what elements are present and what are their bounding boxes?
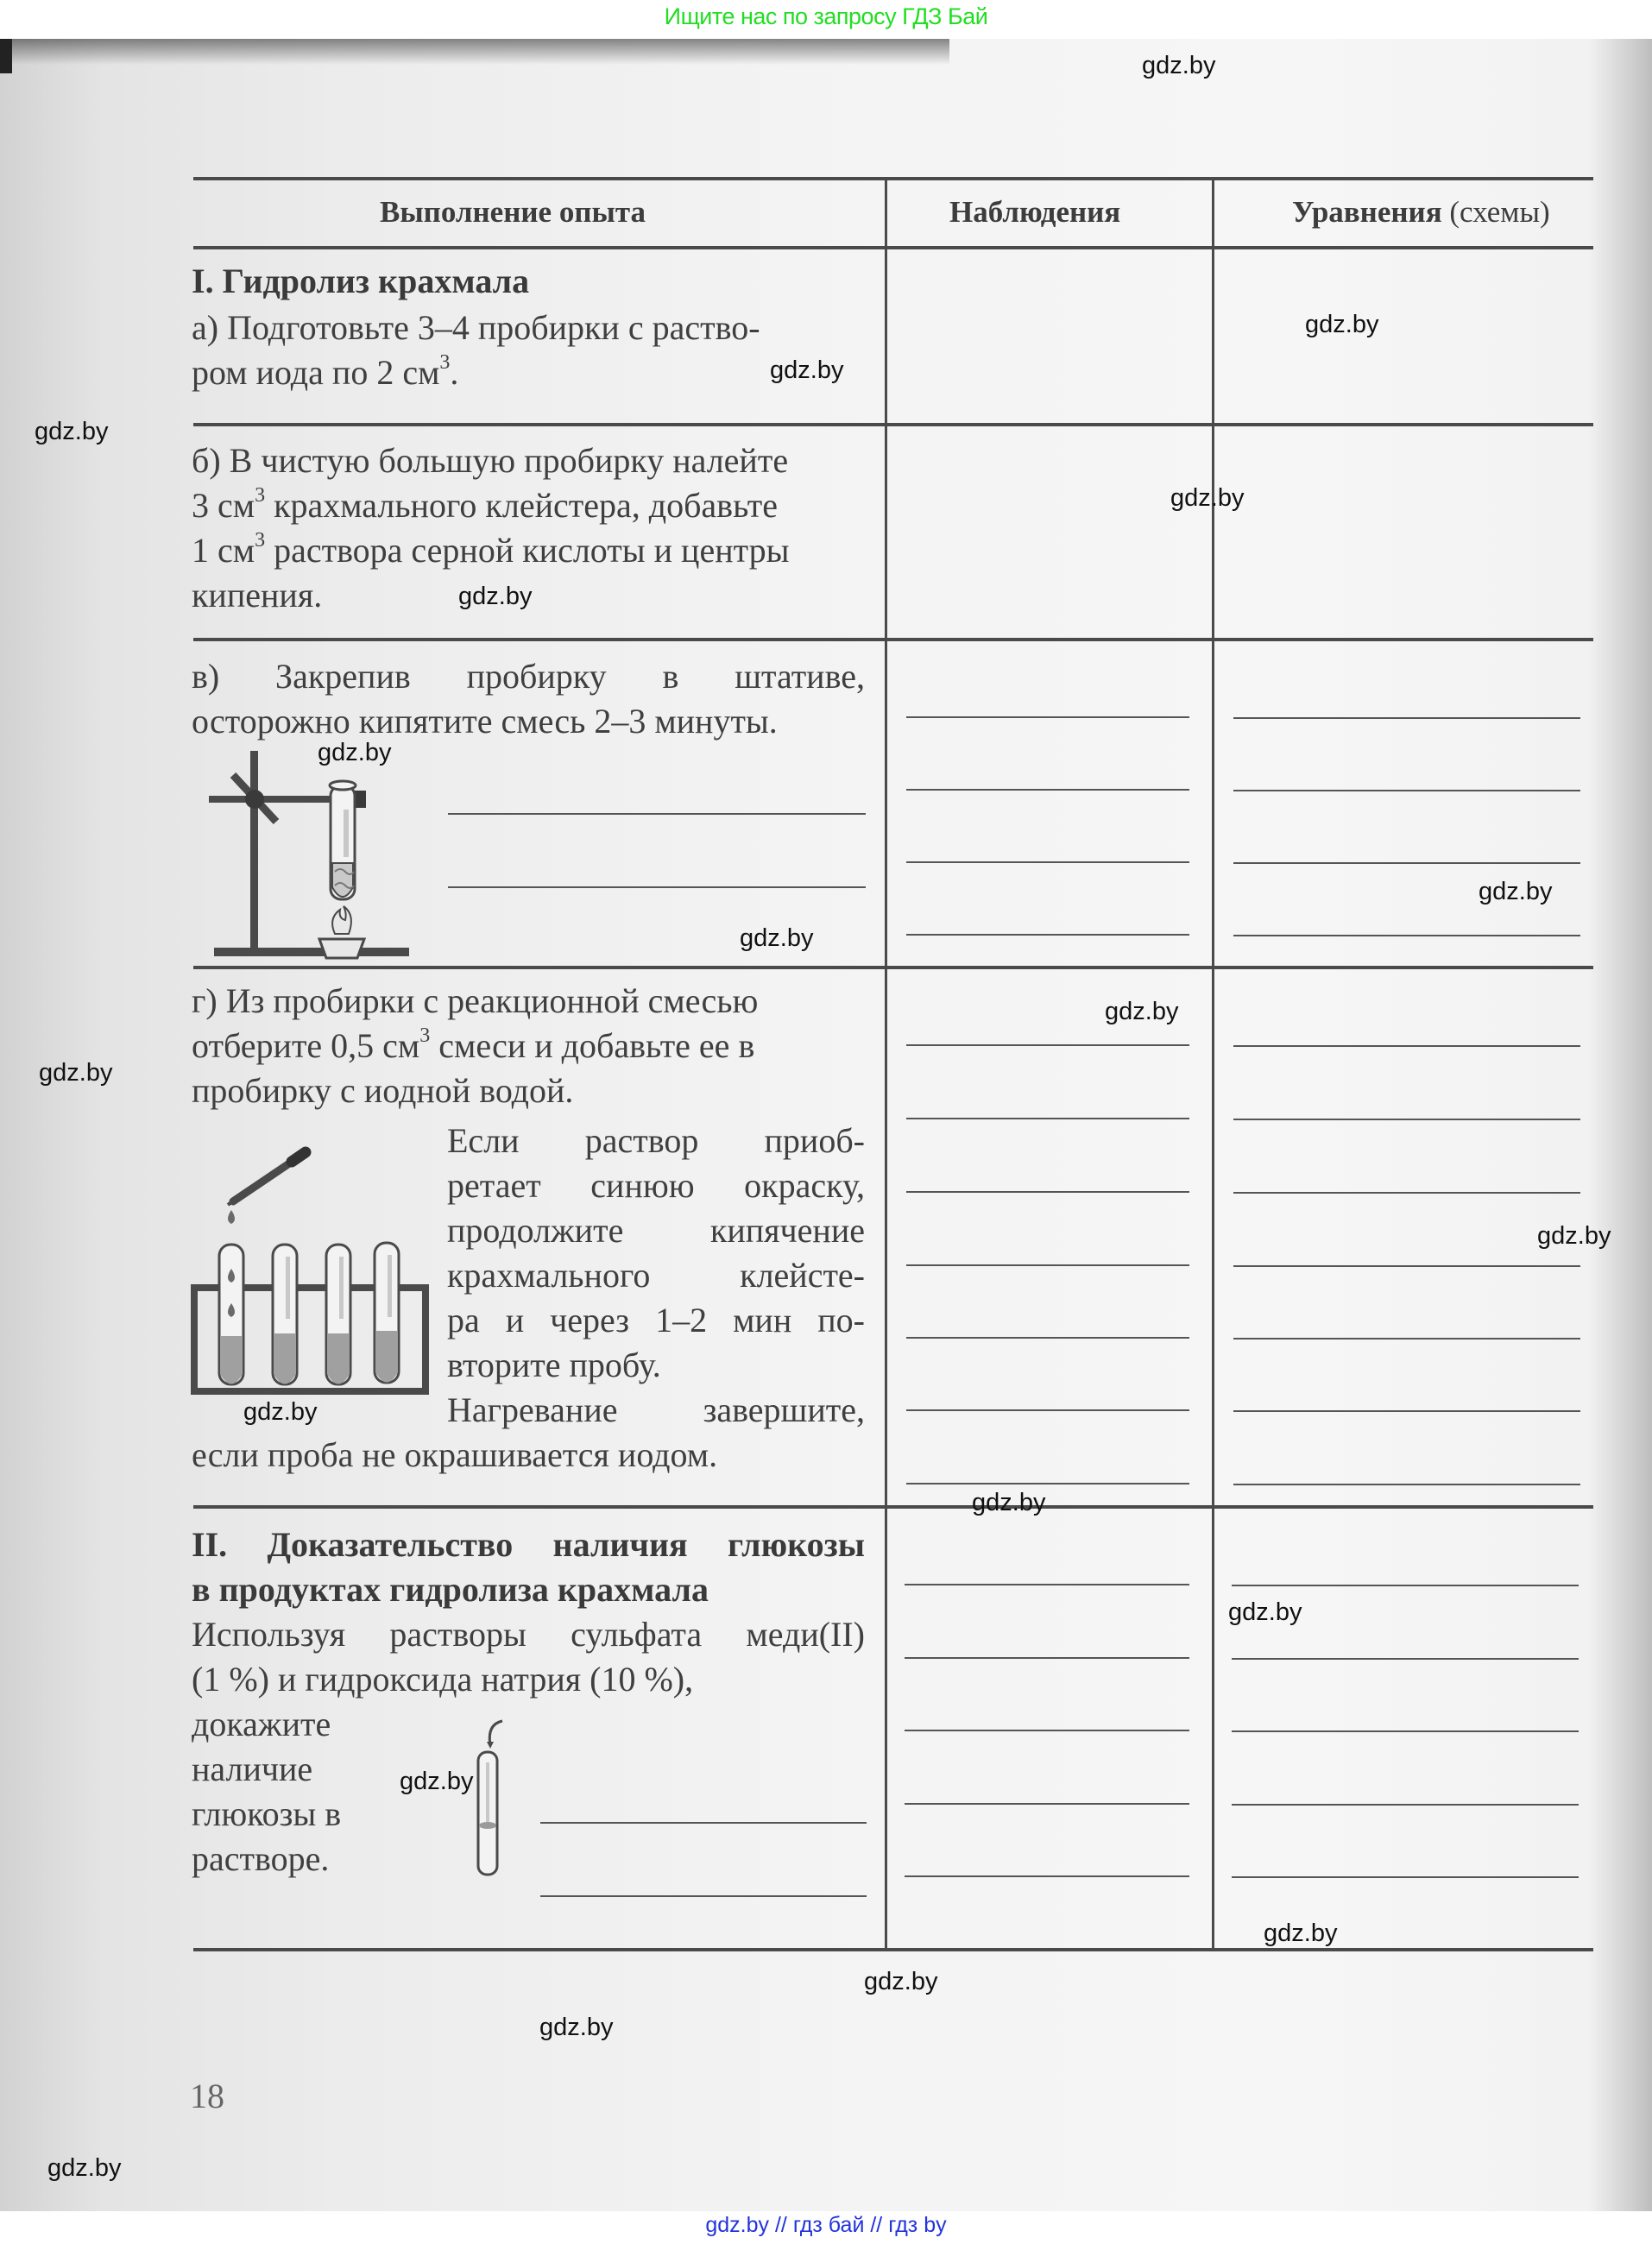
observation-line[interactable] [906, 1483, 1189, 1484]
watermark: gdz.by [400, 1768, 474, 1795]
equation-line[interactable] [1233, 1410, 1580, 1412]
step-b-line-4: кипения. [192, 576, 323, 615]
step-g-side-line-4: крахмального клейсте- [447, 1256, 865, 1295]
watermark: gdz.by [1228, 1598, 1302, 1626]
watermark: gdz.by [1170, 484, 1245, 512]
row-a-bottom-rule [193, 423, 1593, 426]
test-tube-rack-with-pipette-icon [190, 1148, 432, 1398]
step-v-line-2: осторожно кипятите смесь 2–3 минуты. [192, 702, 778, 741]
section-2-body-line-1: Используя растворы сульфата меди(II) [192, 1615, 865, 1654]
watermark: gdz.by [1105, 998, 1179, 1025]
equation-line[interactable] [1233, 862, 1580, 864]
column-divider-1 [885, 177, 887, 1951]
row-b-bottom-rule [193, 638, 1593, 641]
section-2-side-line-3: глюкозы в [192, 1794, 342, 1833]
observation-line[interactable] [906, 1337, 1189, 1339]
watermark: gdz.by [740, 924, 814, 952]
tube-3 [326, 1245, 350, 1384]
single-test-tube-icon [473, 1718, 508, 1882]
tube-4 [375, 1243, 399, 1383]
watermark: gdz.by [35, 418, 109, 445]
top-banner [0, 0, 1652, 39]
watermark: gdz.by [458, 583, 533, 610]
tube-2 [273, 1245, 297, 1384]
observation-line[interactable] [906, 1044, 1189, 1046]
row-g-bottom-rule [193, 1505, 1593, 1509]
observation-line[interactable] [905, 1803, 1189, 1805]
row-v-bottom-rule [193, 966, 1593, 969]
equation-line[interactable] [1232, 1876, 1579, 1878]
table-bottom-rule [193, 1948, 1593, 1951]
answer-line-v-left-1[interactable] [448, 813, 866, 815]
observation-line[interactable] [906, 1409, 1189, 1411]
step-b-line-1: б) В чистую большую пробирку налейте [192, 441, 789, 480]
step-b-line-3: 1 $см^3$ раствора серной кислоты и центры [192, 528, 790, 570]
page-edge-shadow [0, 39, 949, 65]
watermark: gdz.by [1479, 878, 1553, 905]
watermark: gdz.by [1537, 1222, 1611, 1250]
answer-line-ii-left-2[interactable] [540, 1895, 867, 1897]
header-equations [1292, 195, 1550, 230]
bottom-banner [0, 2211, 1652, 2244]
equation-line[interactable] [1233, 717, 1580, 719]
header-observations: Наблюдения [949, 195, 1121, 229]
watermark: gdz.by [47, 2154, 122, 2182]
step-g-line-1: г) Из пробирки с реакционной смесью [192, 981, 759, 1020]
step-b-line-2: 3 $см^3$ крахмального клейстера, добавьте [192, 483, 779, 525]
header-equations-note: (схемы) [1449, 195, 1550, 229]
observation-line[interactable] [905, 1584, 1189, 1585]
watermark: gdz.by [972, 1489, 1046, 1516]
footer-links-text: gdz.by // гдз бай // гдз by [705, 2213, 947, 2237]
equation-line[interactable] [1233, 1484, 1580, 1485]
watermark: gdz.by [864, 1968, 938, 1995]
watermark: gdz.by [318, 739, 392, 766]
header-bottom-rule [193, 246, 1593, 249]
header-equations-bold: Уравнения [1292, 195, 1442, 229]
observation-line[interactable] [905, 1730, 1189, 1731]
page-edge-mark [0, 39, 12, 73]
step-g-side-line-6: вторите пробу. [447, 1346, 661, 1384]
step-g-last-line: если проба не окрашивается иодом. [192, 1435, 718, 1474]
page-number: 18 [190, 2077, 224, 2115]
step-g-line-3: пробирку с иодной водой. [192, 1071, 574, 1110]
section-2-title-line-1: II. Доказательство наличия глюкозы [192, 1525, 865, 1564]
step-g-line-2: отберите 0,5 $см^3$ смеси и добавьте ее в [192, 1024, 755, 1065]
step-g-side-line-2: ретает синюю окраску, [447, 1166, 865, 1205]
equation-line[interactable] [1233, 1192, 1580, 1194]
equation-line[interactable] [1232, 1730, 1579, 1732]
section-2-side-line-1: докажите [192, 1705, 331, 1743]
stand-with-heated-tube-icon [207, 742, 423, 962]
equation-line[interactable] [1233, 935, 1580, 936]
watermark: gdz.by [39, 1059, 113, 1087]
observation-line[interactable] [906, 861, 1189, 863]
watermark: gdz.by [539, 2014, 614, 2041]
equation-line[interactable] [1233, 1338, 1580, 1339]
step-v-line-1: в) Закрепив пробирку в штативе, [192, 657, 865, 696]
equation-line[interactable] [1232, 1658, 1579, 1660]
step-a-line-1: а) Подготовьте 3–4 пробирки с раство- [192, 308, 760, 347]
section-2-body-line-2: (1 %) и гидроксида натрия (10 %), [192, 1660, 694, 1699]
section-2-side-line-4: растворе. [192, 1839, 330, 1878]
watermark: gdz.by [243, 1398, 318, 1426]
equation-line[interactable] [1233, 1265, 1580, 1267]
equation-line[interactable] [1232, 1585, 1579, 1586]
step-a-line-2: ром иода по 2 $см^3$. [192, 350, 459, 392]
watermark: gdz.by [770, 356, 844, 384]
column-divider-2 [1212, 177, 1214, 1951]
watermark: gdz.by [1305, 311, 1379, 338]
equation-line[interactable] [1233, 1045, 1580, 1047]
step-g-side-line-3: продолжите кипячение [447, 1211, 865, 1250]
answer-line-ii-left-1[interactable] [540, 1822, 867, 1824]
banner-text: Ищите нас по запросу ГДЗ Бай [664, 3, 988, 29]
table-top-rule [193, 177, 1593, 180]
observation-line[interactable] [906, 1118, 1189, 1119]
section-1-title: I. Гидролиз крахмала [192, 262, 530, 300]
answer-line-v-left-2[interactable] [448, 886, 866, 888]
equation-line[interactable] [1233, 790, 1580, 791]
observation-line[interactable] [906, 716, 1189, 718]
observation-line[interactable] [906, 789, 1189, 791]
step-g-side-line-1: Если раствор приоб- [447, 1121, 865, 1160]
observation-line[interactable] [906, 934, 1189, 936]
observation-line[interactable] [906, 1264, 1189, 1266]
observation-line[interactable] [905, 1875, 1189, 1877]
observation-line[interactable] [905, 1657, 1189, 1659]
step-g-side-line-5: ра и через 1–2 мин по- [447, 1301, 865, 1339]
section-2-title-line-2: в продуктах гидролиза крахмала [192, 1570, 709, 1609]
equation-line[interactable] [1233, 1119, 1580, 1120]
watermark: gdz.by [1264, 1919, 1338, 1947]
section-2-side-line-2: наличие [192, 1749, 313, 1788]
step-g-side-line-7: Нагревание завершите, [447, 1390, 865, 1429]
observation-line[interactable] [906, 1191, 1189, 1193]
header-procedure: Выполнение опыта [380, 195, 646, 229]
tube-1 [219, 1245, 243, 1384]
equation-line[interactable] [1232, 1804, 1579, 1806]
watermark: gdz.by [1142, 52, 1216, 79]
